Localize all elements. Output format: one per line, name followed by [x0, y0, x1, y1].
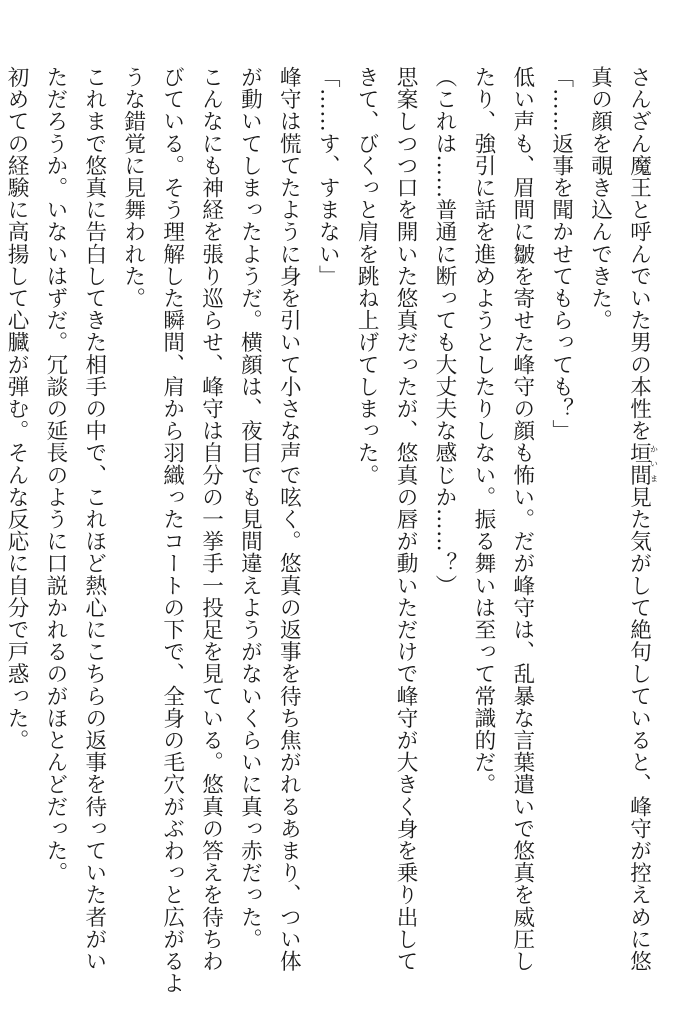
text-line-13: びている。そう理解した瞬間、肩から羽織ったコートの下で、全身の毛穴がぶわっと広がるよ — [159, 66, 185, 995]
text-line-5: たり、強引に話を進めようとしたりしない。振る舞いは至って常識的だ。 — [470, 66, 496, 796]
text-line-14: うな錯覚に見舞われた。 — [120, 66, 146, 310]
text-line-15: これまで悠真に告白してきた相手の中で、これほど熱心にこちらの返事を待っていた者がい — [81, 66, 107, 973]
text-line-8: きて、びくっと肩を跳ね上げてしまった。 — [354, 66, 380, 486]
vertical-text-block — [4, 66, 659, 995]
ruby-annotation: 垣間かいま — [626, 441, 659, 486]
text-line-11: が動いてしまったようだ。横顔は、夜目でも見間違えようがないくらいに真っ赤だった。 — [237, 66, 263, 950]
text-line-16: ただろうか。いないはずだ。冗談の延長のように口説かれるのがほとんどだった。 — [42, 66, 68, 884]
text-line-1-content: さんざん魔王と呼んでいた男の本性を垣間かいま見た気がして絶句していると、峰守が控えめに悠 — [626, 66, 659, 973]
text-line-1 — [619, 66, 659, 973]
text-line-4: 低い声も、眉間に皺を寄せた峰守の顔も怖い。だが峰守は、乱暴な言葉遣いで悠真を威圧し — [509, 66, 535, 973]
text-line-7: 思案しつつ口を開いた悠真だったが、悠真の唇が動いただけで峰守が大きく身を乗り出して — [393, 66, 419, 973]
text-line-9: 「……す、すまない」 — [315, 66, 341, 287]
text-line-6: （これは……普通に断っても大丈夫な感じか……？） — [431, 66, 457, 597]
text-line-2: 真の顔を覗き込んできた。 — [587, 66, 613, 332]
text-line-17: 初めての経験に高揚して心臓が弾む。そんな反応に自分で戸惑った。 — [4, 66, 29, 752]
ruby-reading: かいま — [649, 441, 659, 486]
text-line-3: 「……返事を聞かせてもらっても？」 — [548, 66, 574, 442]
text-line-10: 峰守は慌てたように身を引いて小さな声で呟く。悠真の返事を待ち焦がれるあまり、つい体 — [276, 66, 302, 973]
text-line-12: こんなにも神経を張り巡らせ、峰守は自分の一挙手一投足を見ている。悠真の答えを待ちわ — [198, 66, 224, 973]
